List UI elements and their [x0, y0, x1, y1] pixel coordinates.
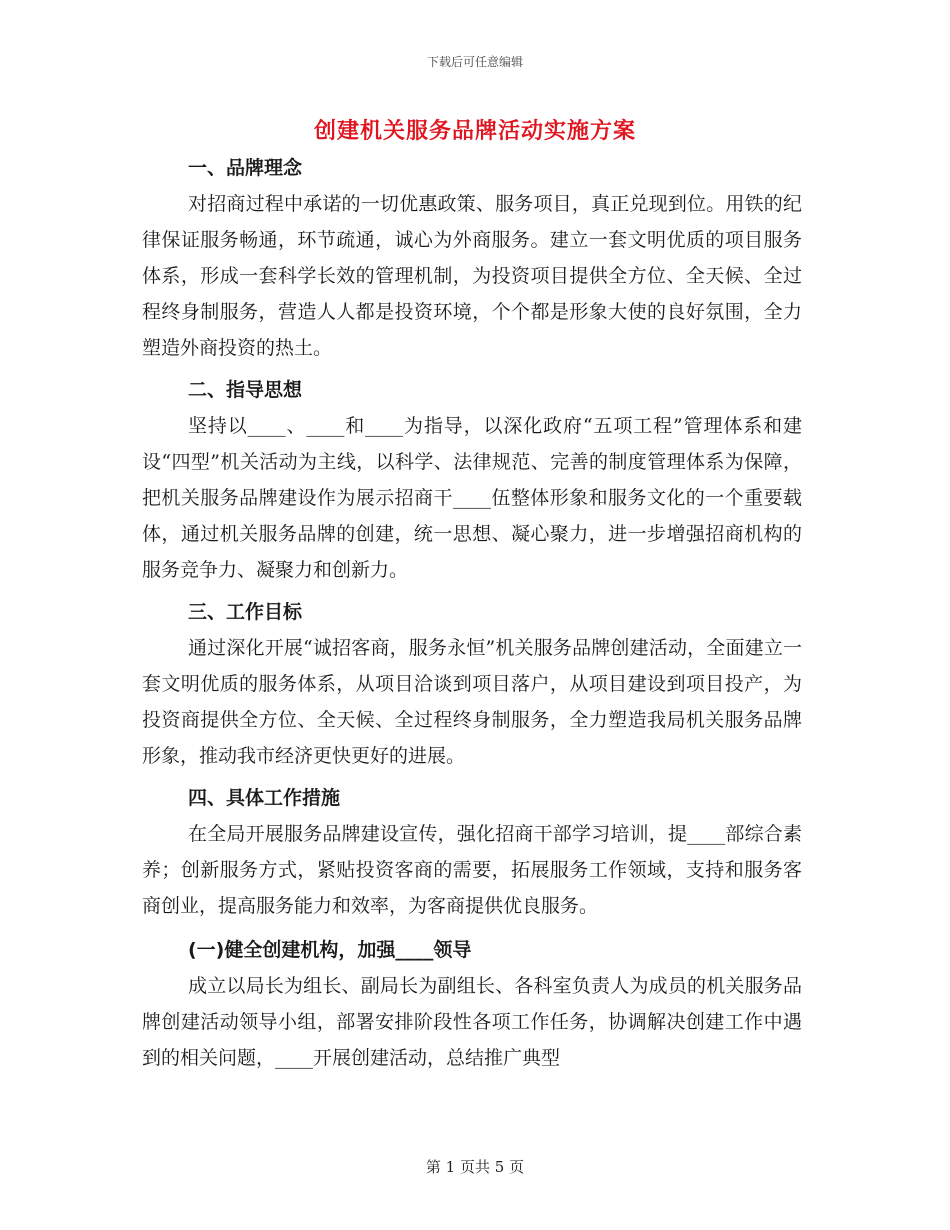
section-1 — [142, 150, 802, 366]
section-paragraph: 通过深化开展“诚招客商，服务永恒”机关服务品牌创建活动，全面建立一套文明优质的服务体系，从项目洽谈到项目落户，从项目建设到项目投产，为投资商提供全方位、全天候、全过程终身制服务，全力塑造我局机关服务品牌形象，推动我市经济更快更好的进展。 — [142, 637, 802, 767]
section-paragraph: 在全局开展服务品牌建设宣传，强化招商干部学习培训，提____部综合素养；创新服务方式，紧贴投资客商的需要，拓展服务工作领域，支持和服务客商创业，提高服务能力和效率，为客商提供优良服务。 — [142, 823, 802, 917]
section-4 — [142, 780, 802, 924]
page-number: 第 1 页共 5 页 — [425, 1158, 525, 1176]
section-heading: 二、指导思想 — [188, 379, 303, 401]
section-paragraph: 对招商过程中承诺的一切优惠政策、服务项目，真正兑现到位。用铁的纪律保证服务畅通，环节疏通，诚心为外商服务。建立一套文明优质的项目服务体系，形成一套科学长效的管理机制，为投资项目提供全方位、全天候、全过程终身制服务，营造人人都是投资环境，个个都是形象大使的良好氛围，全力塑造外商投资的热土。 — [142, 193, 802, 359]
section-paragraph: 坚持以____、____和____为指导，以深化政府“五项工程”管理体系和建设“四型”机关活动为主线，以科学、法律规范、完善的制度管理体系为保障，把机关服务品牌建设作为展示招商干____伍整体形象和服务文化的一个重要载体，通过机关服务品牌的创建，统一思想、凝心聚力，进一步增强招商机构的服务竞争力、凝聚力和创新力。 — [142, 415, 802, 581]
section-3 — [142, 594, 802, 774]
section-heading: (一)健全创建机构，加强____领导 — [188, 939, 472, 961]
section-2 — [142, 372, 802, 588]
section-heading: 四、具体工作措施 — [188, 787, 341, 809]
section-heading: 三、工作目标 — [188, 601, 303, 623]
header-note: 下载后可任意编辑 — [426, 55, 523, 69]
section-4-1 — [142, 932, 802, 1076]
document-title: 创建机关服务品牌活动实施方案 — [313, 119, 636, 144]
section-heading: 一、品牌理念 — [188, 157, 303, 179]
section-paragraph: 成立以局长为组长、副局长为副组长、各科室负责人为成员的机关服务品牌创建活动领导小组，部署安排阶段性各项工作任务，协调解决创建工作中遇到的相关问题，____开展创建活动，总结推广典型 — [142, 975, 802, 1069]
document-body — [142, 150, 802, 1076]
